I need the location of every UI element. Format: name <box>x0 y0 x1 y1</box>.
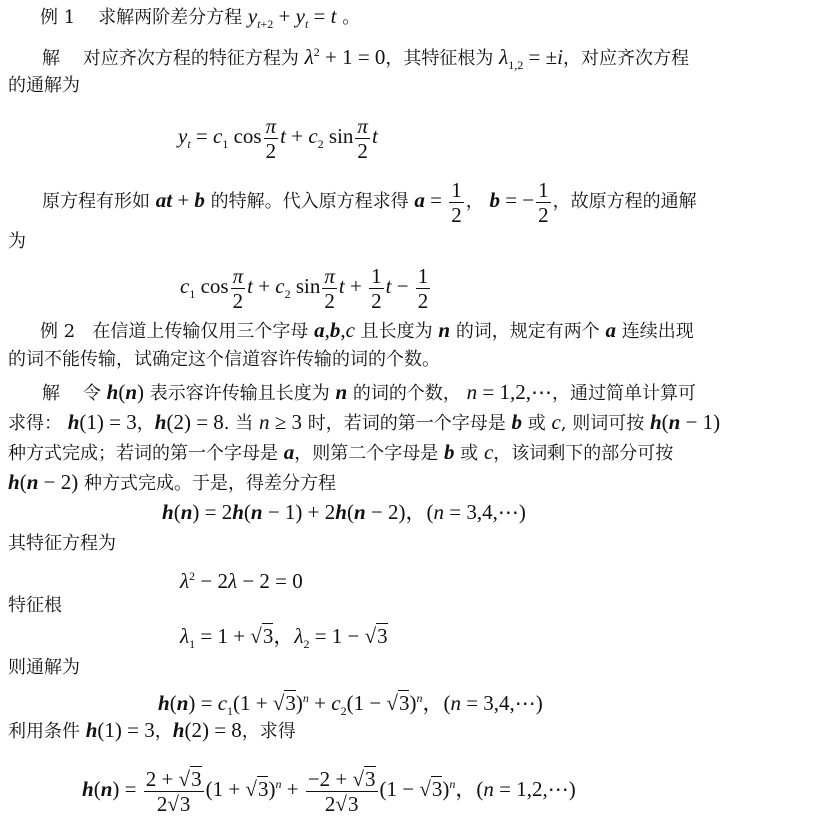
general-solution-full: $c_1$ cos $\frac{\pi}{2}$ $t + c_2$ sin $\frac{\pi}{2}$ t + $\frac{1}{2}$ t − $\frac{1}{2}$ <box>180 263 429 313</box>
characteristic-equation: $\lambda^2 - 2\lambda - 2 = 0$ <box>180 569 303 593</box>
example-1-label: 例 1 <box>40 7 76 28</box>
characteristic-roots: $\lambda_1 = 1 + √3$，$\lambda_2 = 1 - √3$ <box>180 624 388 652</box>
general-solution-homogeneous: $y_t = c_1$ cos $\frac{\pi}{2}$ $t + c_2$ sin $\frac{\pi}{2}$ t <box>178 113 378 163</box>
example-1-heading: 例 1 求解两阶差分方程 $y_{t+2} + y_t = t$ 。 <box>40 4 361 32</box>
example-2-label: 例 2 <box>40 321 76 342</box>
particular-solution-line: 原方程有形如 at + b 的特解。代入原方程求得 a = $\frac{1}{2}$ ， b = − $\frac{1}{2}$ ，故原方程的通解 <box>42 177 697 227</box>
general-solution-2: $h(n) = c_1(1 + √3)^n + c_2(1 - √3)^n$，(n = 3,4,⋯) <box>158 691 543 719</box>
text-line: 的通解为 <box>8 75 80 96</box>
difference-equation: h(n) = 2h(n − 1) + 2h(n − 2)，(n = 3,4,⋯) <box>162 500 526 524</box>
solution-1-line: 解 对应齐次方程的特征方程为 $\lambda^2 + 1 = 0$，其特征根为 $\lambda_{1,2} = \pm i$，对应齐次方程 <box>42 45 689 73</box>
solution-label: 解 <box>42 48 60 69</box>
example-2-heading: 例 2 在信道上传输仅用三个字母 a,b,c 且长度为 n 的词，规定有两个 a 连续出现 <box>40 318 694 342</box>
final-solution: h(n) = $\frac{2 + √3}{2√3}$ $(1 + √3)^n$ + $\frac{-2 + √3}{2√3}$ $(1 - √3)^n$，(n = 1,2,⋯) <box>82 766 576 816</box>
equation-1: $y_{t+2} + y_t = t$ <box>247 4 337 32</box>
solution-2-line: 解 令 h(n) 表示容许传输且长度为 n 的词的个数， n = 1,2,⋯，通过简单计算可 <box>42 380 696 404</box>
